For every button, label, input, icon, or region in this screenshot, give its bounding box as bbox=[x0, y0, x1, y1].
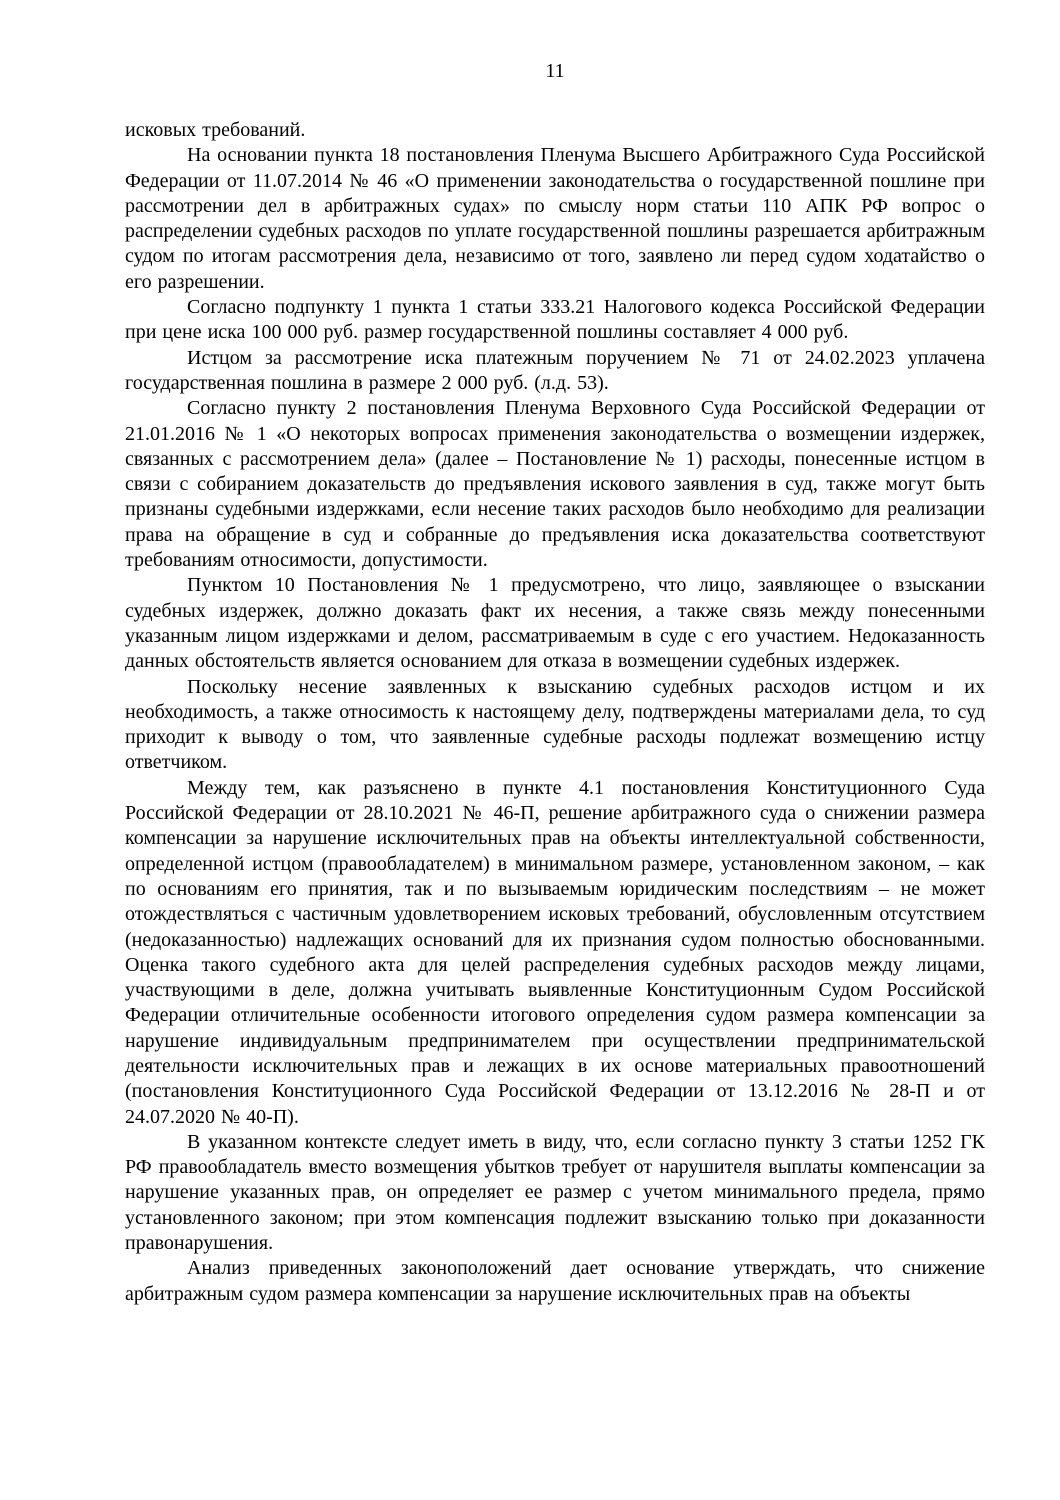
paragraph: Согласно пункту 2 постановления Пленума Верховного Суда Российской Федерации от 21.01.2016 № 1 «О некоторых вопросах применения законодательства о возмещении издержек, связанных с рассмотрением дела» (далее – Постановление № 1) расходы, понесенные истцом в связи с собиранием доказательств до предъявления искового заявления в суд, также могут быть признаны судебными издержками, если несение таких расходов было необходимо для реализации права на обращение в суд и собранные до предъявления иска доказательства соответствуют требованиям относимости, допустимости. bbox=[125, 397, 985, 572]
page-number: 11 bbox=[545, 60, 565, 82]
paragraph: Пунктом 10 Постановления № 1 предусмотрено, что лицо, заявляющее о взыскании судебных издержек, должно доказать факт их несения, а также связь между понесенными указанным лицом издержками и делом, рассматриваемым в суде с его участием. Недоказанность данных обстоятельств является основанием для отказа в возмещении судебных издержек. bbox=[125, 574, 985, 673]
paragraph: Поскольку несение заявленных к взысканию судебных расходов истцом и их необходимость, а также относимость к настоящему делу, подтверждены материалами дела, то суд приходит к выводу о том, что заявленные судебные расходы подлежат возмещению истцу ответчиком. bbox=[125, 675, 985, 774]
paragraph: Анализ приведенных законоположений дает основание утверждать, что снижение арбитражным судом размера компенсации за нарушение исключительных прав на объекты bbox=[125, 1257, 985, 1305]
paragraph: На основании пункта 18 постановления Пленума Высшего Арбитражного Суда Российской Федерации от 11.07.2014 № 46 «О применении законодательства о государственной пошлине при рассмотрении дел в арбитражных судах» по смыслу норм статьи 110 АПК РФ вопрос о распределении судебных расходов по уплате государственной пошлины разрешается арбитражным судом по итогам рассмотрения дела, независимо от того, заявлено ли перед судом ходатайство о его разрешении. bbox=[125, 144, 985, 293]
paragraph: Между тем, как разъяснено в пункте 4.1 постановления Конституционного Суда Российской Федерации от 28.10.2021 № 46-П, решение арбитражного суда о снижении размера компенсации за нарушение исключительных прав на объекты интеллектуальной собственности, определенной истцом (правообладателем) в минимальном размере, установленном законом, – как по основаниям его принятия, так и по вызываемым юридическим последствиям – не может отождествляться с частичным удовлетворением исковых требований, обусловленным отсутствием (недоказанностью) надлежащих оснований для их признания судом полностью обоснованными. Оценка такого судебного акта для целей распределения судебных расходов между лицами, участвующими в деле, должна учитывать выявленные Конституционным Судом Российской Федерации отличительные особенности итогового определения судом размера компенсации за нарушение индивидуальным предпринимателем при осуществлении предпринимательской деятельности исключительных прав и лежащих в их основе материальных правоотношений (постановления Конституционного Суда Российской Федерации от 13.12.2016 № 28-П и от 24.07.2020 № 40-П). bbox=[125, 776, 985, 1128]
paragraph: В указанном контексте следует иметь в виду, что, если согласно пункту 3 статьи 1252 ГК РФ правообладатель вместо возмещения убытков требует от нарушителя выплаты компенсации за нарушение указанных прав, он определяет ее размер с учетом минимального предела, прямо установленного законом; при этом компенсация подлежит взысканию только при доказанности правонарушения. bbox=[125, 1130, 985, 1255]
paragraph: Согласно подпункту 1 пункта 1 статьи 333.21 Налогового кодекса Российской Федерации при цене иска 100 000 руб. размер государственной пошлины составляет 4 000 руб. bbox=[125, 296, 985, 344]
paragraph-continuation: исковых требований. bbox=[125, 119, 306, 141]
paragraph: Истцом за рассмотрение иска платежным поручением № 71 от 24.02.2023 уплачена государственная пошлина в размере 2 000 руб. (л.д. 53). bbox=[125, 346, 985, 394]
document-body bbox=[125, 118, 985, 1307]
